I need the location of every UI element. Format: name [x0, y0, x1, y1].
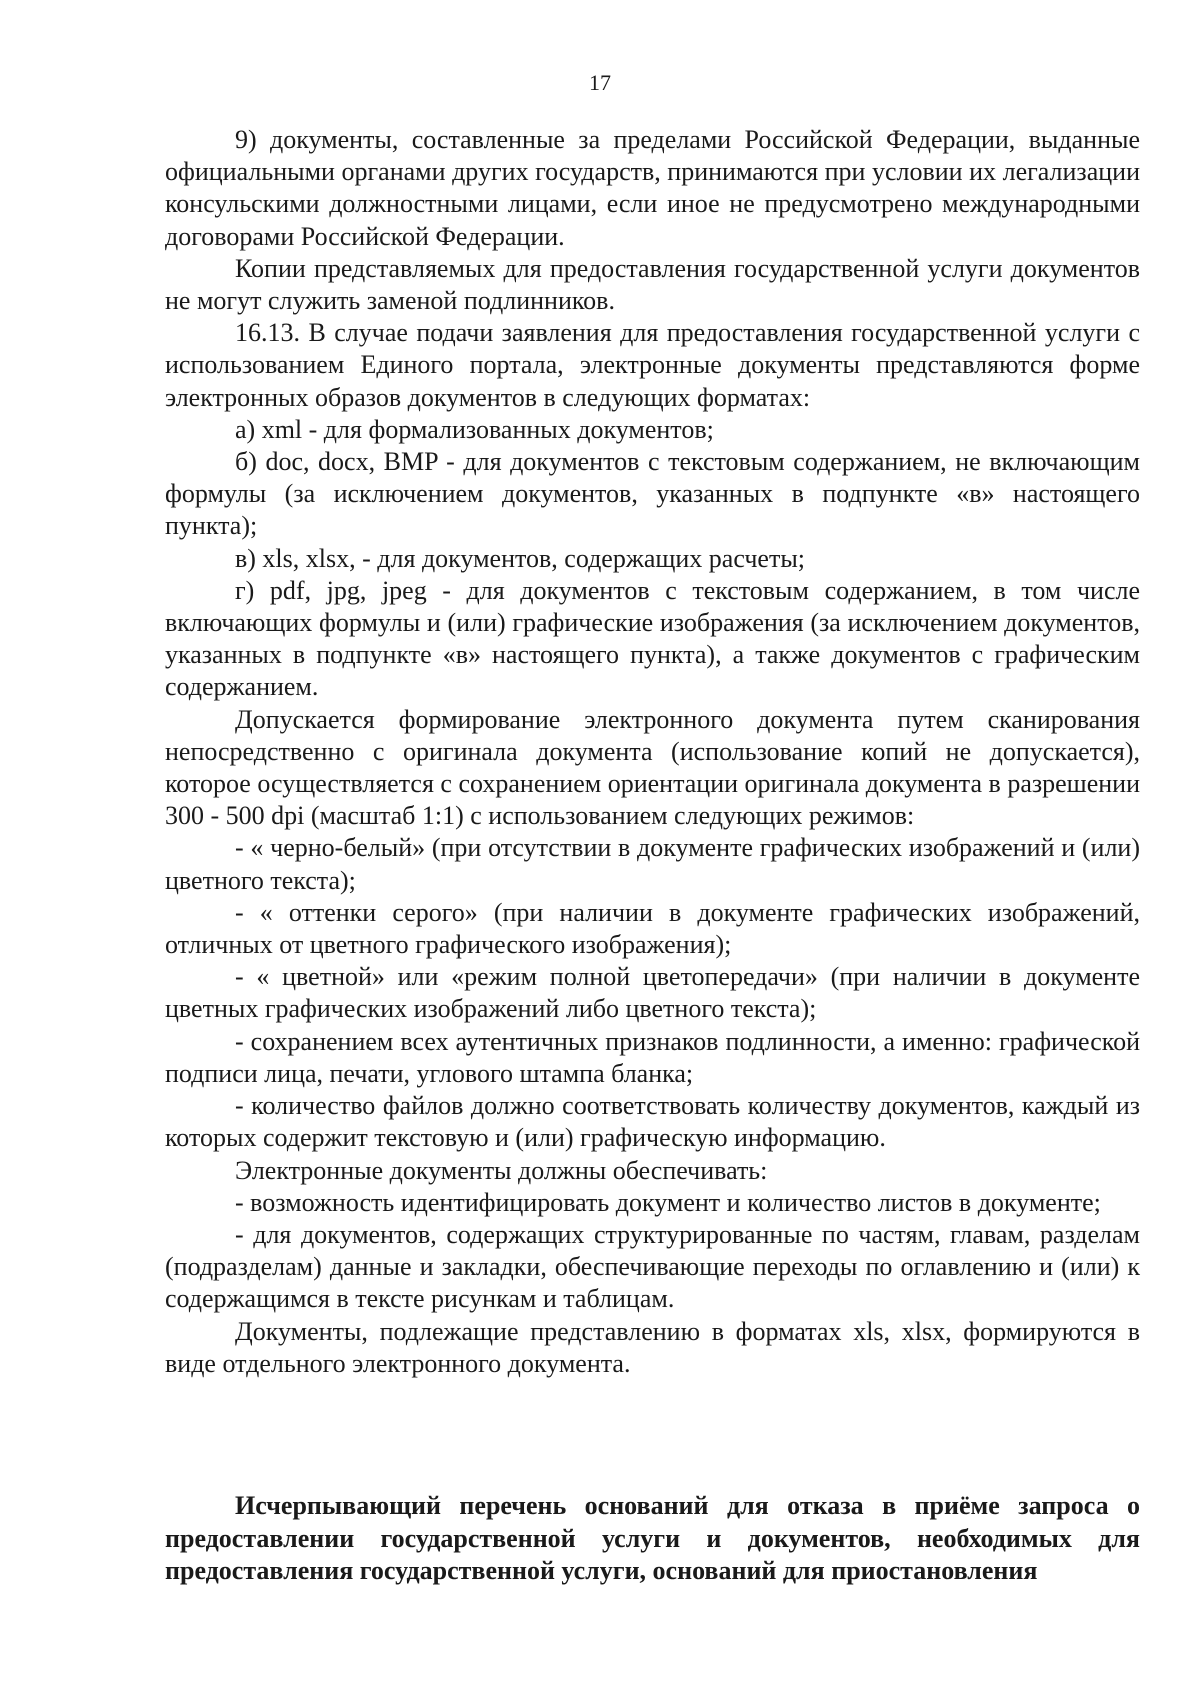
paragraph-mode-color: - « цветной» или «режим полной цветопередачи» (при наличии в документе цветных графических изображений либо цветного текста); [165, 962, 1140, 1024]
paragraph-16-13: 16.13. В случае подачи заявления для предоставления государственной услуги с использованием Единого портала, электронные документы представляются форме электронных образов документов в следующих форматах: [165, 318, 1140, 412]
paragraph-mode-gray: - « оттенки серого» (при наличии в документе графических изображений, отличных от цветного графического изображения); [165, 897, 1140, 960]
paragraph-file-count: - количество файлов должно соответствовать количеству документов, каждый из которых содержит текстовую и (или) графическую информацию. [165, 1091, 1140, 1153]
paragraph-copies-note: Копии представляемых для предоставления государственной услуги документов не могут служить заменой подлинников. [165, 253, 1140, 316]
paragraph-format-v: в) xls, xlsx, - для документов, содержащих расчеты; [235, 543, 806, 573]
paragraph-requirements-intro: Электронные документы должны обеспечивать: [235, 1155, 768, 1185]
paragraph-xls-note: Документы, подлежащие представлению в форматах xls, xlsx, формируются в виде отдельного электронного документа. [165, 1316, 1140, 1378]
paragraph-requirement-identify: - возможность идентифицировать документ и количество листов в документе; [235, 1187, 1101, 1217]
document-body [165, 124, 1140, 1380]
section-heading-text: Исчерпывающий перечень оснований для отказа в приёме запроса о предоставлении государственной услуги и документов, необходимых для предоставления государственной услуги, оснований для приостановления [165, 1491, 1140, 1585]
paragraph-authenticity: - сохранением всех аутентичных признаков подлинности, а именно: графической подписи лица, печати, углового штампа бланка; [165, 1026, 1140, 1088]
paragraph-scanning: Допускается формирование электронного документа путем сканирования непосредственно с оригинала документа (использование копий не допускается), которое осуществляется с сохранением ориентации оригинала документа в разрешении 300 - 500 dpi (масштаб 1:1) с использованием следующих режимов: [165, 704, 1140, 831]
paragraph-mode-bw: - « черно-белый» (при отсутствии в документе графических изображений и (или) цветного текста); [165, 833, 1140, 895]
paragraph-requirement-structure: - для документов, содержащих структурированные по частям, главам, разделам (подразделам) данные и закладки, обеспечивающие переходы по оглавлению и (или) к содержащимся в тексте рисункам и таблицам. [165, 1219, 1140, 1314]
paragraph-format-b: б) doc, docx, BMP - для документов с текстовым содержанием, не включающим формулы (за исключением документов, указанных в подпункте «в» настоящего пункта); [165, 447, 1140, 541]
page-number: 17 [589, 70, 611, 95]
section-heading [165, 1490, 1140, 1588]
paragraph-format-g: г) pdf, jpg, jpeg - для документов с текстовым содержанием, в том числе включающих формулы и (или) графические изображения (за исключением документов, указанных в подпункте «в» настоящего пункта), а также документов с графическим содержанием. [165, 575, 1140, 702]
paragraph-format-a: а) xml - для формализованных документов; [235, 414, 714, 444]
paragraph-item-9: 9) документы, составленные за пределами Российской Федерации, выданные официальными органами других государств, принимаются при условии их легализации консульскими должностными лицами, если иное не предусмотрено международными договорами Российской Федерации. [165, 125, 1140, 251]
